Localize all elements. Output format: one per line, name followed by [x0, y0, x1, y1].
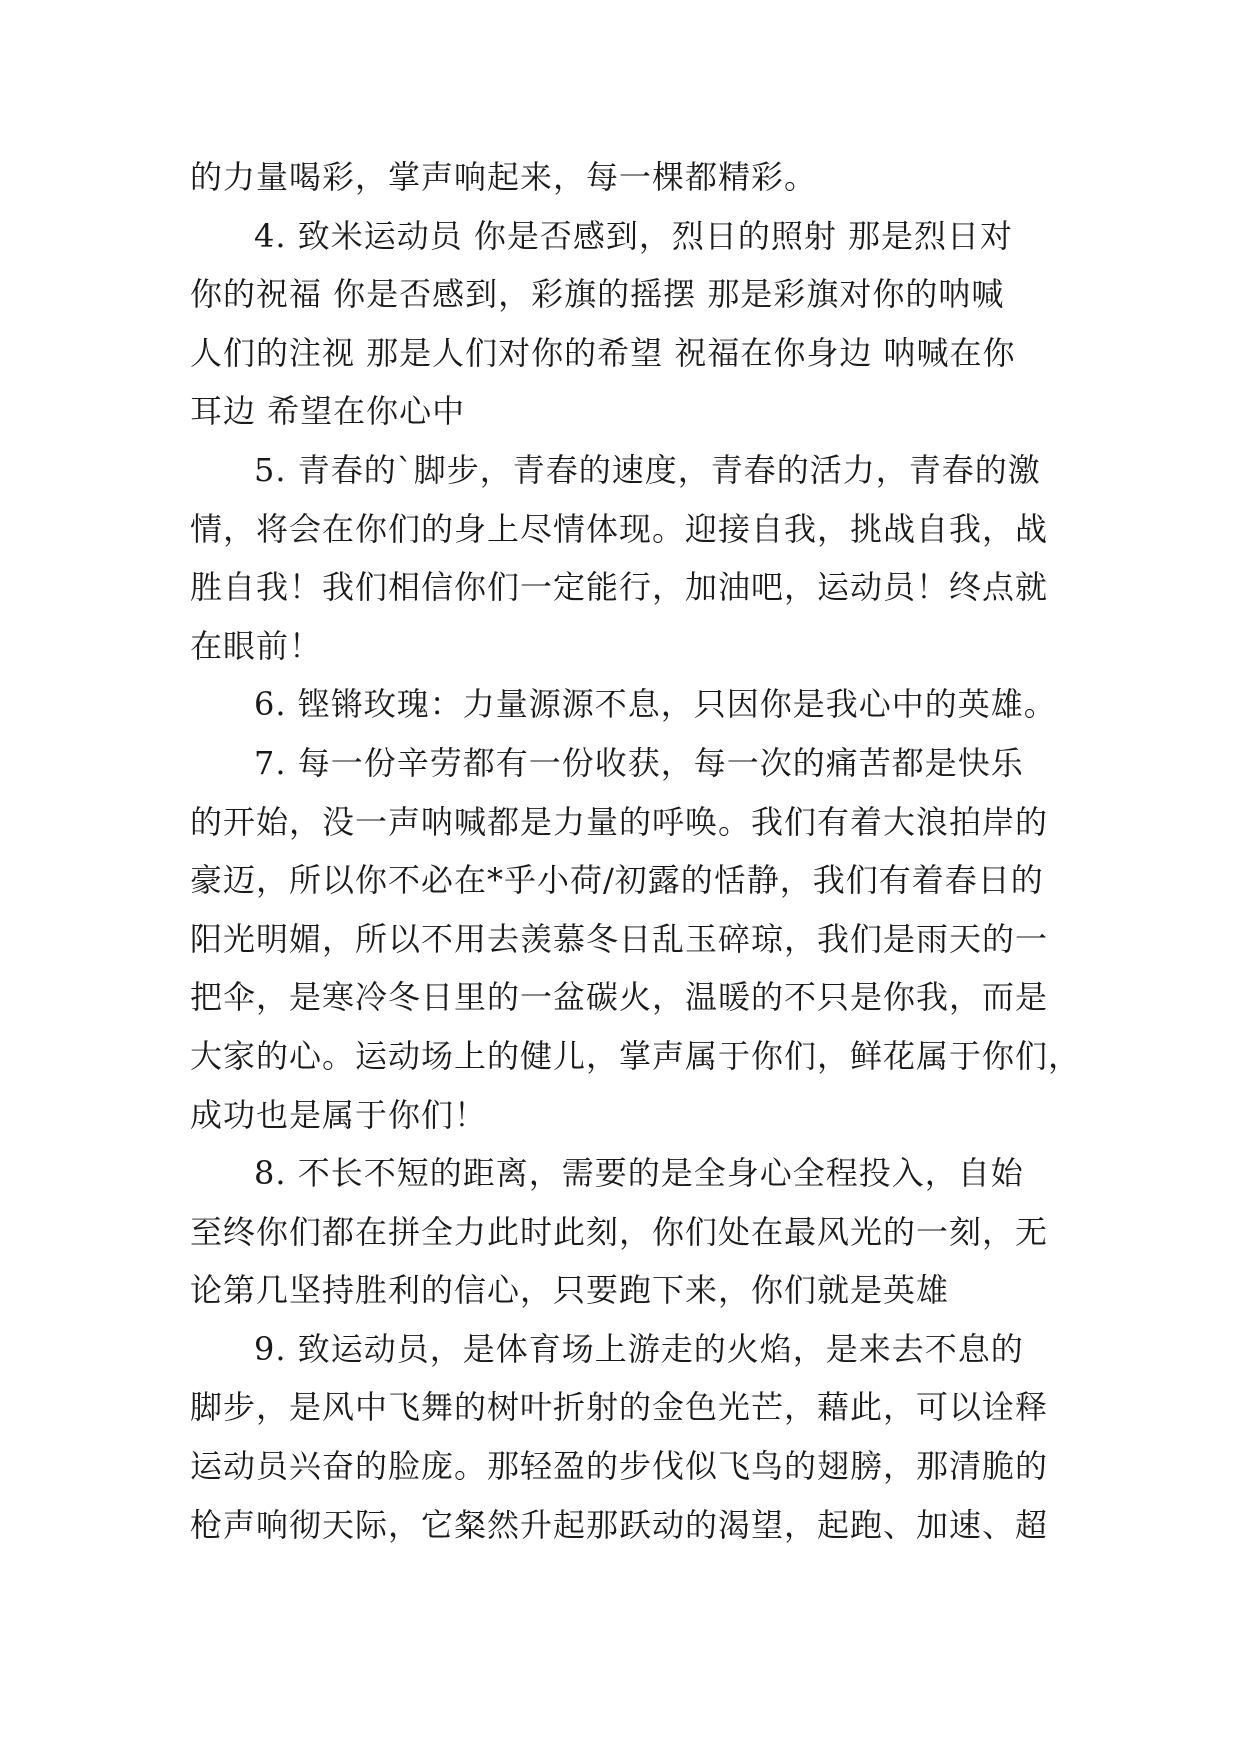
text-line: 在眼前！	[190, 626, 323, 665]
text-line: 成功也是属于你们！	[190, 1095, 488, 1134]
text-line: 胜自我！我们相信你们一定能行，加油吧，运动员！终点就	[190, 568, 1049, 607]
text-line: 情，将会在你们的身上尽情体现。迎接自我，挑战自我，战	[190, 509, 1049, 548]
text-line: 5. 青春的`脚步，青春的速度，青春的活力，青春的激	[254, 450, 1041, 489]
text-line: 7. 每一份辛劳都有一份收获，每一次的痛苦都是快乐	[254, 743, 1024, 782]
document-body	[190, 148, 1082, 1554]
text-line: 运动员兴奋的脸庞。那轻盈的步伐似飞鸟的翅膀，那清脆的	[190, 1447, 1049, 1486]
text-line: 把伞，是寒冷冬日里的一盆碳火，温暖的不只是你我，而是	[190, 978, 1049, 1017]
text-line: 的开始，没一声呐喊都是力量的呼唤。我们有着大浪拍岸的	[190, 802, 1049, 841]
text-line: 8. 不长不短的距离，需要的是全身心全程投入，自始	[254, 1154, 1024, 1193]
text-line: 豪迈，所以你不必在*乎小荷/初露的恬静，我们有着春日的	[190, 861, 1044, 900]
text-line: 论第几坚持胜利的信心，只要跑下来，你们就是英雄	[190, 1271, 950, 1310]
text-line: 的力量喝彩，掌声响起来，每一棵都精彩。	[190, 158, 818, 196]
text-line: 你的祝福 你是否感到，彩旗的摇摆 那是彩旗对你的呐喊	[190, 275, 1005, 314]
text-line: 大家的心。运动场上的健儿，掌声属于你们，鲜花属于你们，	[190, 1036, 1082, 1075]
text-line: 脚步，是风中飞舞的树叶折射的金色光芒，藉此，可以诠释	[190, 1388, 1049, 1427]
text-line: 6. 铿锵玫瑰：力量源源不息，只因你是我心中的英雄。	[254, 685, 1057, 724]
text-line: 至终你们都在拼全力此时此刻，你们处在最风光的一刻，无	[190, 1212, 1049, 1251]
text-line: 4. 致米运动员 你是否感到，烈日的照射 那是烈日对	[254, 216, 1014, 255]
text-line: 阳光明媚，所以不用去羡慕冬日乱玉碎琼，我们是雨天的一	[190, 919, 1049, 958]
text-line: 9. 致运动员，是体育场上游走的火焰，是来去不息的	[254, 1329, 1024, 1368]
text-line: 耳边 希望在你心中	[190, 392, 466, 431]
text-line: 人们的注视 那是人们对你的希望 祝福在你身边 呐喊在你	[190, 333, 1016, 372]
text-line: 枪声响彻天际，它粲然升起那跃动的渴望，起跑、加速、超	[190, 1505, 1049, 1544]
